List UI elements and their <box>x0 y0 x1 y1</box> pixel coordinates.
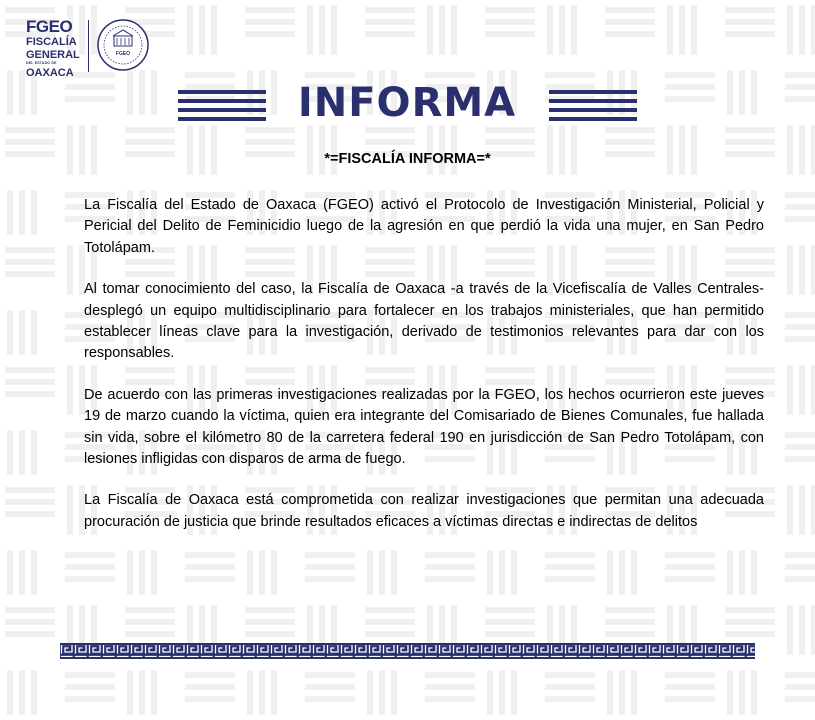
logo-line-3: OAXACA <box>26 66 74 79</box>
logo-acronym: FGEO <box>26 17 73 36</box>
document-heading: *=FISCALÍA INFORMA=* <box>324 151 491 167</box>
seal-label: FGEO <box>115 51 131 57</box>
title-decoration-left <box>178 90 266 126</box>
document-body <box>84 195 764 553</box>
logo-divider <box>88 20 89 72</box>
logo-small-text: DEL ESTADO DE <box>26 61 57 65</box>
greek-fret-border <box>60 643 755 659</box>
title-banner <box>0 80 815 126</box>
paragraph-4: La Fiscalía de Oaxaca está comprometida con realizar investigaciones que permitan una adecuada procuración de justicia que brinde resultados eficaces a víctimas directas e indirectas de delitos <box>84 492 764 530</box>
logo-line-1: FISCALÍA <box>26 36 77 48</box>
paragraph-3: De acuerdo con las primeras investigaciones realizadas por la FGEO, los hechos ocurrieron este jueves 19 de marzo cuando la víctima, quien era integrante del Comisariado de Bienes Comunales, fue hallada sin vida, sobre el kilómetro 80 de la carretera federal 190 en jurisdicción de San Pedro Totolápam, con lesiones infligidas con disparos de arma de fuego. <box>84 386 764 468</box>
title-decoration-right <box>549 90 637 126</box>
fgeo-seal-icon <box>96 18 150 72</box>
fgeo-logo <box>26 17 156 79</box>
logo-line-2: GENERAL <box>26 49 80 61</box>
paragraph-1: La Fiscalía del Estado de Oaxaca (FGEO) activó el Protocolo de Investigación Ministerial, Policial y Pericial del Delito de Feminicidio luego de la agresión en que perdió la vida una mujer, en San Pedro Totolápam. <box>84 197 764 256</box>
banner-title: INFORMA <box>297 80 517 126</box>
paragraph-2: Al tomar conocimiento del caso, la Fiscalía de Oaxaca -a través de la Vicefiscalía de Valles Centrales- desplegó un equipo multidisciplinario para fortalecer en los trabajos ministeriales, que han permitido establecer líneas clave para la investigación, derivado de testimonios relevantes para dar con los responsables. <box>84 281 764 362</box>
